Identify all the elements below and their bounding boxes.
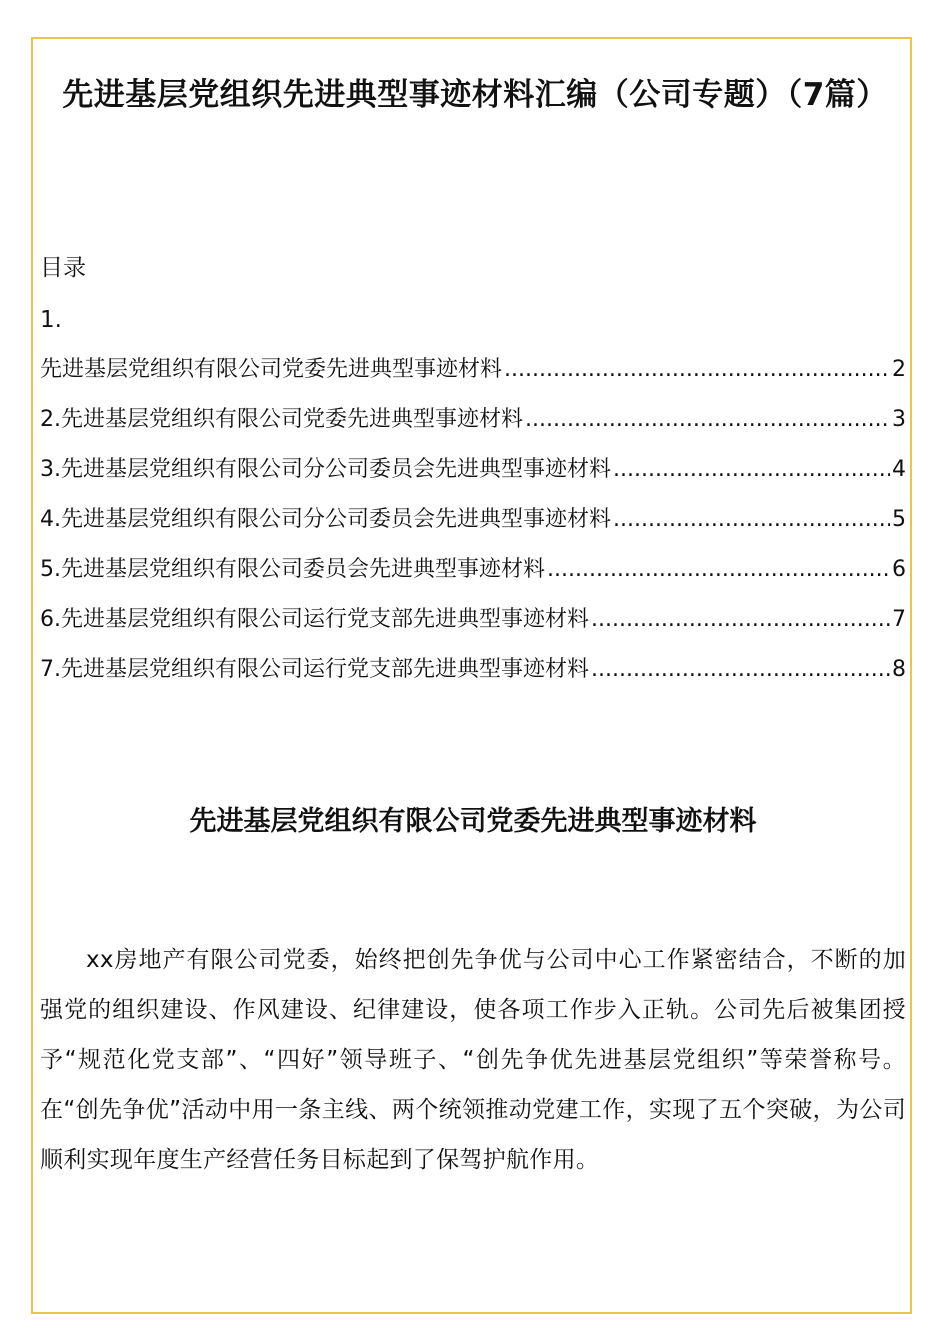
toc-item-label: 3.先进基层党组织有限公司分公司委员会先进典型事迹材料 [40, 457, 611, 482]
toc-leader-dots [547, 552, 890, 588]
toc-item-label: 7.先进基层党组织有限公司运行党支部先进典型事迹材料 [40, 657, 589, 682]
toc-item-page: 2 [892, 357, 906, 382]
toc-item-3[interactable] [40, 452, 906, 502]
toc-first-number: 1. [40, 307, 62, 333]
toc-item-page: 6 [892, 557, 906, 582]
toc-leader-dots [525, 402, 890, 438]
toc-item-label: 5.先进基层党组织有限公司委员会先进典型事迹材料 [40, 557, 545, 582]
toc-leader-dots [591, 602, 890, 638]
toc-item-5[interactable] [40, 552, 906, 602]
toc-item-page: 8 [892, 657, 906, 682]
toc-heading: 目录 [40, 255, 86, 281]
toc-item-label: 4.先进基层党组织有限公司分公司委员会先进典型事迹材料 [40, 507, 611, 532]
toc-leader-dots [613, 502, 890, 538]
toc-item-page: 5 [892, 507, 906, 532]
toc-leader-dots [591, 652, 890, 688]
body-paragraph: xx房地产有限公司党委，始终把创先争优与公司中心工作紧密结合，不断的加强党的组织建设、作风建设、纪律建设，使各项工作步入正轨。公司先后被集团授予“规范化党支部”、“四好”领导班子、“创先争优先进基层党组织”等荣誉称号。在“创先争优”活动中用一条主线、两个统领推动党建工作，实现了五个突破，为公司顺利实现年度生产经营任务目标起到了保驾护航作用。 [40, 947, 906, 1173]
toc-item-1[interactable] [40, 352, 906, 402]
toc-item-label: 2.先进基层党组织有限公司党委先进典型事迹材料 [40, 407, 523, 432]
toc-list [40, 352, 906, 702]
toc-leader-dots [504, 352, 890, 388]
toc-item-4[interactable] [40, 502, 906, 552]
toc-item-label: 6.先进基层党组织有限公司运行党支部先进典型事迹材料 [40, 607, 589, 632]
toc-item-page: 7 [892, 607, 906, 632]
document-title: 先进基层党组织先进典型事迹材料汇编（公司专题）（7篇） [62, 77, 888, 113]
toc-item-label: 先进基层党组织有限公司党委先进典型事迹材料 [40, 357, 503, 382]
toc-item-6[interactable] [40, 602, 906, 652]
toc-item-page: 4 [892, 457, 906, 482]
toc-leader-dots [613, 452, 890, 488]
section-title: 先进基层党组织有限公司党委先进典型事迹材料 [189, 806, 757, 837]
toc-item-page: 3 [892, 407, 906, 432]
toc-item-2[interactable] [40, 402, 906, 452]
toc-item-7[interactable] [40, 652, 906, 702]
